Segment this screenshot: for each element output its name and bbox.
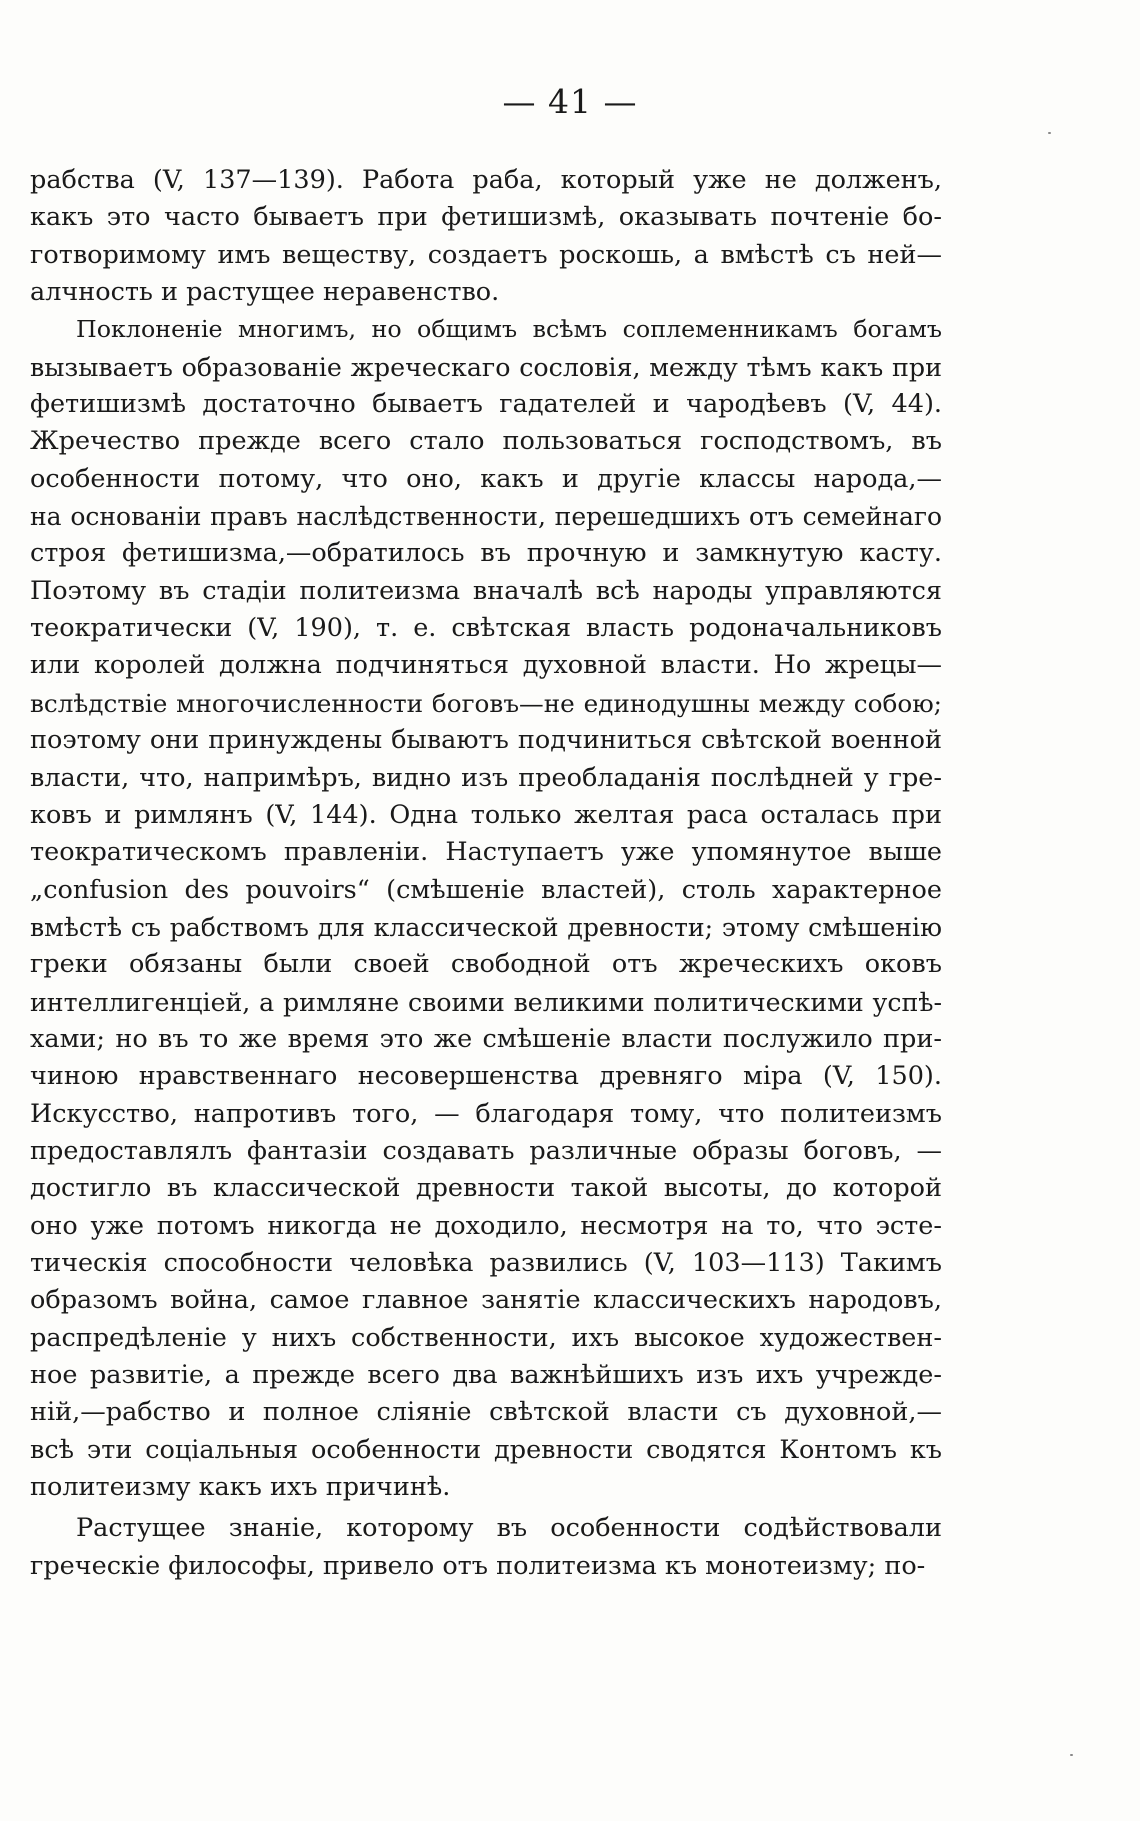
text-line: алчность и растущее неравенство. <box>30 277 500 308</box>
text-line: предоставлялъ фантазiи создавать различные образы боговъ, — <box>30 1135 942 1166</box>
text-line: „confusion des pouvoirs“ (смѣшенiе властей), столь характерное <box>30 874 942 905</box>
text-line: на основанiи правъ наслѣдственности, перешедшихъ отъ семейнаго <box>30 502 942 532</box>
text-line: теократически (V, 190), т. е. свѣтская власть родоначальниковъ <box>30 613 942 644</box>
text-line: вслѣдствiе многочисленности боговъ—не единодушны между собою; <box>30 688 942 718</box>
text-line: чиною нравственнаго несовершенства древняго мiра (V, 150). <box>30 1061 942 1092</box>
text-line: нiй,—рабство и полное слiянiе свѣтской власти съ духовной,— <box>30 1397 942 1428</box>
text-line: оно уже потомъ никогда не доходило, несмотря на то, что эсте- <box>30 1210 942 1241</box>
text-line: поэтому они принуждены бываютъ подчиниться свѣтской военной <box>30 725 942 756</box>
text-line: греки обязаны были своей свободной отъ жреческихъ оковъ <box>30 949 942 980</box>
text-line: ковъ и римлянъ (V, 144). Одна только желтая раса осталась при <box>30 799 942 830</box>
text-line: греческiе философы, привело отъ политеизма къ монотеизму; по- <box>30 1550 926 1581</box>
text-line: политеизму какъ ихъ причинѣ. <box>30 1472 451 1503</box>
body-text <box>30 162 942 1585</box>
text-line: ное развитiе, а прежде всего два важнѣйшихъ изъ ихъ учрежде- <box>30 1360 942 1390</box>
text-line: достигло въ классической древности такой высоты, до которой <box>30 1173 942 1204</box>
text-line: фетишизмѣ достаточно бываетъ гадателей и чародѣевъ (V, 44). <box>30 389 942 420</box>
paragraph-2 <box>30 311 942 1506</box>
scan-speck <box>1048 132 1051 134</box>
text-line: Искусство, напротивъ того, — благодаря тому, что политеизмъ <box>30 1098 942 1129</box>
text-line: рабства (V, 137—139). Работа раба, который уже не долженъ, <box>30 165 942 195</box>
text-line: власти, что, напримѣръ, видно изъ преобладанiя послѣдней у гре- <box>30 762 942 793</box>
text-line: Жречество прежде всего стало пользоваться господствомъ, въ <box>30 426 942 457</box>
text-line: готворимому имъ веществу, создаетъ роскошь, а вмѣстѣ съ ней— <box>30 239 942 270</box>
scan-speck <box>1070 1754 1073 1756</box>
text-line: Поэтому въ стадiи политеизма вначалѣ всѣ народы управляются <box>30 575 942 606</box>
text-line: Поклоненiе многимъ, но общимъ всѣмъ соплеменникамъ богамъ <box>76 315 942 344</box>
text-line: строя фетишизма,—обратилось въ прочную и замкнутую касту. <box>30 538 942 569</box>
page-number: — 41 — <box>502 82 638 121</box>
text-line: интеллигенцiей, а римляне своими великими политическими успѣ- <box>30 987 942 1017</box>
text-line: какъ это часто бываетъ при фетишизмѣ, оказывать почтенiе бо- <box>30 202 942 233</box>
text-line: тическiя способности человѣка развились (V, 103—113) Такимъ <box>30 1247 942 1278</box>
paragraph-3 <box>30 1510 942 1585</box>
text-line: вмѣстѣ съ рабствомъ для классической древности; этому смѣшенiю <box>30 912 942 942</box>
text-line: теократическомъ правленiи. Наступаетъ уже упомянутое выше <box>30 837 942 868</box>
paragraph-1 <box>30 162 942 311</box>
text-line: Растущее знанiе, которому въ особенности содѣйствовали <box>76 1513 942 1544</box>
text-line: хами; но въ то же время это же смѣшенiе власти послужило при- <box>30 1023 942 1054</box>
text-line: образомъ война, самое главное занятiе классическихъ народовъ, <box>30 1285 942 1316</box>
text-line: особенности потому, что оно, какъ и другiе классы народа,— <box>30 463 942 494</box>
text-line: всѣ эти соцiальныя особенности древности сводятся Контомъ къ <box>30 1434 942 1465</box>
text-line: или королей должна подчиняться духовной власти. Но жрецы— <box>30 650 942 681</box>
text-line: вызываетъ образованiе жреческаго сословiя, между тѣмъ какъ при <box>30 351 942 382</box>
text-line: распредѣленiе у нихъ собственности, ихъ высокое художествен- <box>30 1322 942 1353</box>
